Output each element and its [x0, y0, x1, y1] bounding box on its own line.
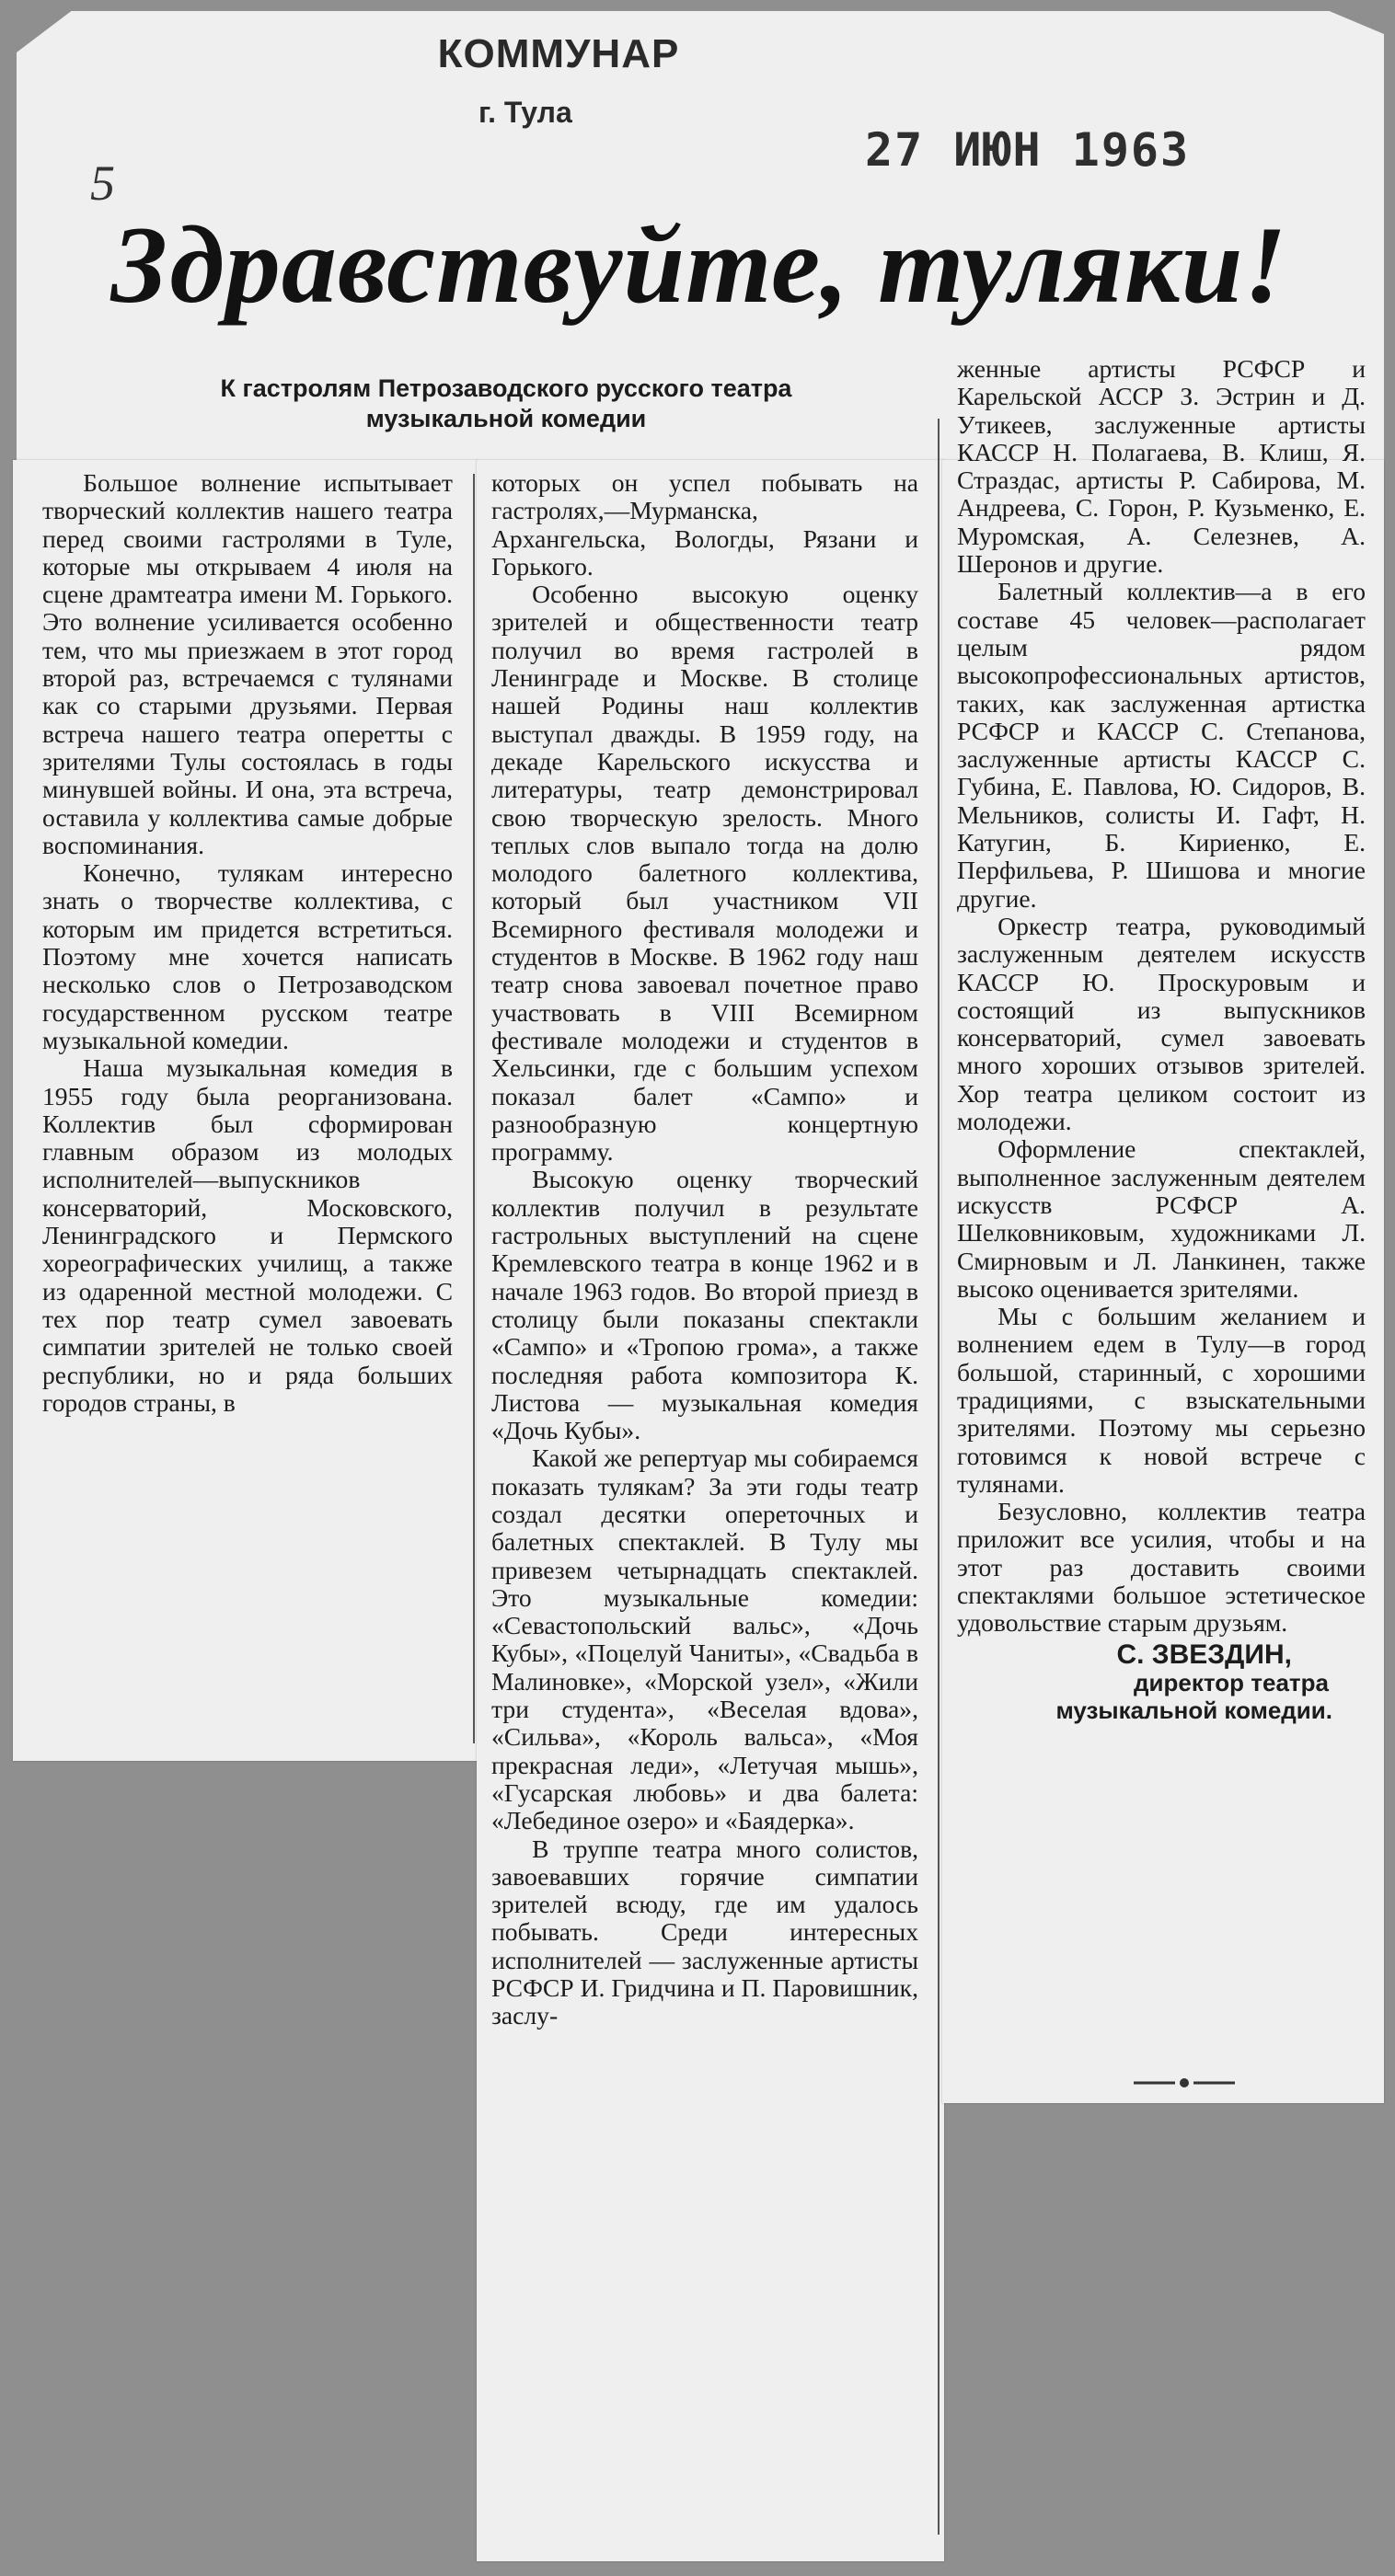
signature-title-line-1: директор театра: [1134, 1668, 1329, 1696]
date-stamp: 27 ИЮН 1963: [865, 123, 1191, 177]
paragraph: Наша музыкальная комедия в 1955 году была реорганизована. Коллектив был сформирован главным образом из молодых исполнителей—выпускников консерваторий, Московского, Ленинградского и Пермского хореографических училищ, а также из одаренной местной молодежи. С тех пор театр сумел завоевать симпатии зрителей не только своей республики, но и ряда больших городов страны, в: [42, 1053, 453, 1417]
subtitle-line-2: музыкальной комедии: [365, 405, 647, 432]
signature-name: С. ЗВЕЗДИН,: [1116, 1639, 1292, 1670]
article-column-1: [42, 469, 453, 1417]
subtitle-line-1: К гастролям Петрозаводского русского театра: [220, 374, 792, 402]
paragraph: Конечно, тулякам интересно знать о творчестве коллектива, с которым им придется встретиться. Поэтому мне хочется написать несколько слов о Петрозаводском государственном русском театре музыкальной комедии.: [42, 858, 453, 1054]
article-column-2: [491, 469, 918, 2030]
end-ornament: [1134, 2077, 1235, 2088]
column-rule-1: [473, 474, 475, 1743]
paragraph: Большое волнение испытывает творческий коллектив нашего театра перед своими гастролями в Туле, которые мы открываем 4 июля на сцене драмтеатра имени М. Горького. Это волнение усиливается особенно тем, что мы приезжаем в этот город второй раз, встречаемся с тулянами как со старыми друзьями. Первая встреча нашего театра оперетты с зрителями Тулы состоялась в годы минувшей войны. И она, эта встреча, оставила у коллектива самые добрые воспоминания.: [42, 468, 453, 859]
subtitle: [110, 374, 902, 434]
paragraph: Особенно высокую оценку зрителей и общественности театр получил во время гастролей в Ленинграде и Москве. В столице нашей Родины наш коллектив выступал дважды. В 1959 году, на декаде Карельского искусства и литературы, театр демонстрировал свою творческую зрелость. Много теплых слов выпало тогда на долю молодого балетного коллектива, который был участником VII Всемирного фестиваля молодежи и студентов в Москве. В 1962 году наш театр снова завоевал почетное право участвовать в VIII Всемирном фестивале молодежи и студентов в Хельсинки, где с большим успехом показал балет «Сампо» и разнообразную концертную программу.: [491, 580, 918, 1167]
city-stamp: г. Тула: [478, 96, 572, 129]
article-column-3: [957, 355, 1366, 1725]
paragraph: Оформление спектаклей, выполненное заслуженным деятелем искусств РСФСР А. Шелковниковым, художниками Л. Смирновым и Л. Ланкинен, также высоко оценивается зрителями.: [957, 1134, 1366, 1303]
paragraph: Оркестр театра, руководимый заслуженным деятелем искусств КАССР Ю. Проскуровым и состоящий из выпускников консерваторий, сумел завоевать много хороших отзывов зрителей. Хор театра целиком состоит из молодежи.: [957, 911, 1366, 1136]
signature-block: [957, 1641, 1366, 1725]
paragraph: Мы с большим желанием и волнением едем в Тулу—в город большой, старинный, с хорошими традициями, с взыскательными зрителями. Поэтому мы серьезно готовимся к новой встрече с тулянами.: [957, 1302, 1366, 1498]
handwritten-archive-number: 5: [90, 155, 115, 211]
signature-title-line-2: музыкальной комедии.: [1055, 1696, 1332, 1725]
paragraph-continued: которых он успел побывать на гастролях,—Мурманска, Архангельска, Вологды, Рязани и Горького.: [491, 468, 918, 581]
paragraph: В труппе театра много солистов, завоевавших горячие симпатии зрителей всюду, где им удалось побывать. Среди интересных исполнителей — заслуженные артисты РСФСР И. Гридчина и П. Паровишник, заслу-: [491, 1834, 918, 2030]
paragraph: Какой же репертуар мы собираемся показать тулякам? За эти годы театр создал десятки опереточных и балетных спектаклей. В Тулу мы привезем четырнадцать спектаклей. Это музыкальные комедии: «Севастопольский вальс», «Дочь Кубы», «Поцелуй Чаниты», «Свадьба в Малиновке», «Морской узел», «Жили три студента», «Веселая вдова», «Сильва», «Король вальса», «Моя прекрасная леди», «Летучая мышь», «Гусарская любовь» и два балета: «Лебединое озеро» и «Баядерка».: [491, 1443, 918, 1835]
column-rule-2: [938, 419, 940, 2535]
paragraph: Высокую оценку творческий коллектив получил в результате гастрольных выступлений на сцене Кремлевского театра в конце 1962 и в начале 1963 годов. Во второй приезд в столицу были показаны спектакли «Сампо» и «Тропою грома», а также последняя работа композитора К. Листова — музыкальная комедия «Дочь Кубы».: [491, 1165, 918, 1445]
paragraph: Балетный коллектив—а в его составе 45 человек—располагает целым рядом высокопрофессиональных артистов, таких, как заслуженная артистка РСФСР и КАССР С. Степанова, заслуженные артисты КАССР С. Губина, Е. Павлова, Ю. Сидоров, В. Мельников, солисты И. Гафт, Н. Катугин, Б. Кириенко, Е. Перфильева, Р. Шишова и многие другие.: [957, 577, 1366, 913]
paragraph: Безусловно, коллектив театра приложит все усилия, чтобы и на этот раз доставить своими спектаклями большое эстетическое удовольствие старым друзьям.: [957, 1497, 1366, 1638]
newspaper-stamp: КОММУНАР: [437, 31, 680, 76]
headline: Здравствуйте, туляки!: [110, 203, 1288, 326]
paragraph-continued: женные артисты РСФСР и Карельской АССР З. Эстрин и Д. Утикеев, заслуженные артисты КАССР Н. Полагаева, В. Клиш, Я. Страздас, артисты Р. Сабирова, М. Андреева, С. Горон, Р. Кузьменко, Е. Муромская, А. Селезнев, А. Шеронов и другие.: [957, 354, 1366, 579]
